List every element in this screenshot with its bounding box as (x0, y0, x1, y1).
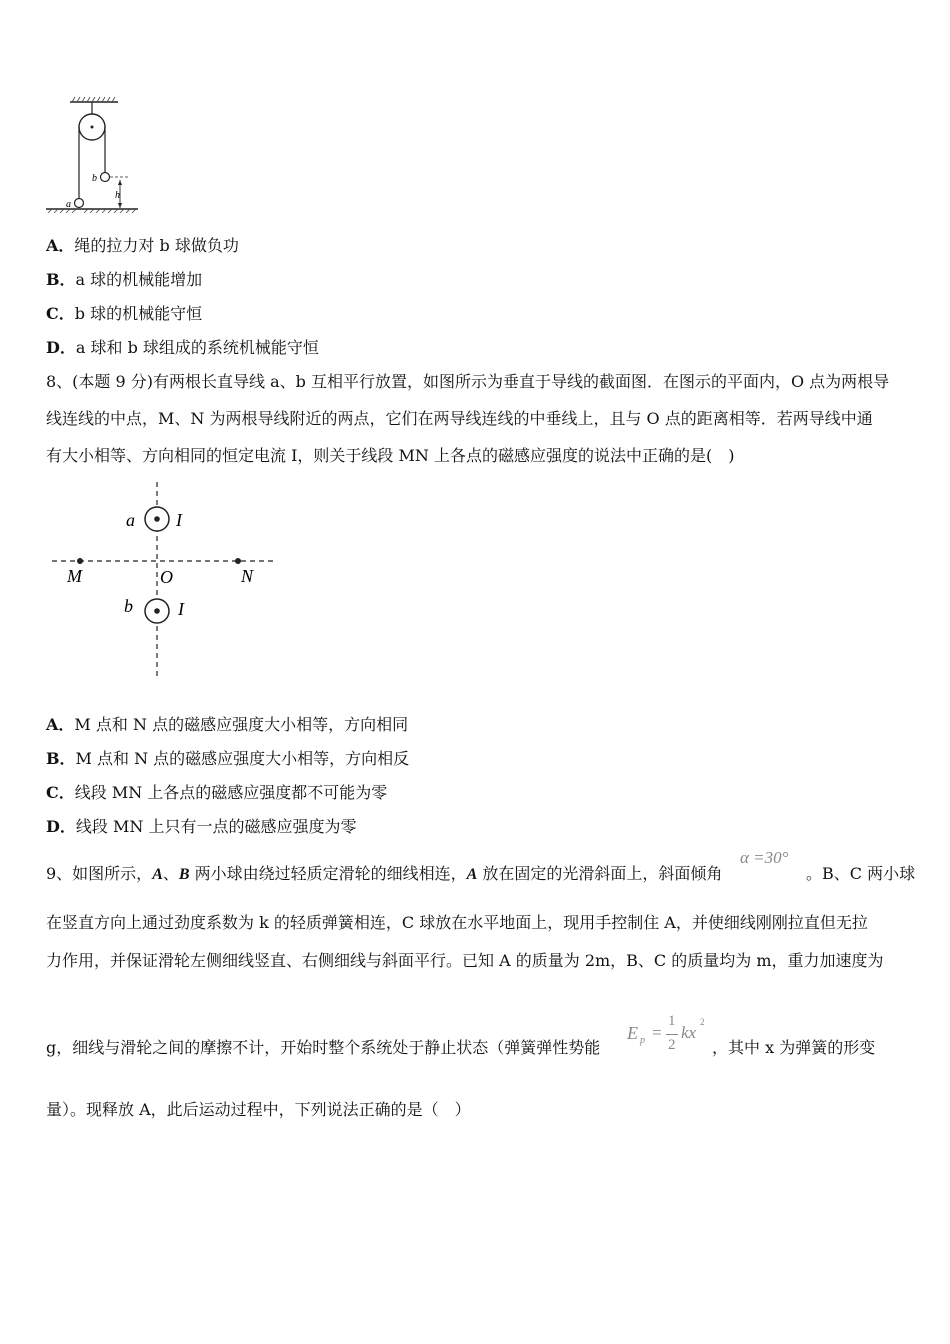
q8-stem-line1: 8、(本题 9 分)有两根长直导线 a、b 互相平行放置，如图所示为垂直于导线的截面图．在图示的平面内，O 点为两根导 (46, 372, 890, 391)
option-text: 绳的拉力对 b 球做负功 (74, 236, 239, 255)
label-o: O (160, 567, 173, 587)
q8-stem-line2: 线连线的中点，M、N 为两根导线附近的两点，它们在两导线连线的中垂线上，且与 O 点的距离相等．若两导线中通 (46, 409, 873, 428)
formula-e: E (627, 1023, 638, 1043)
fraction-bar (666, 1034, 678, 1035)
ball-b (101, 173, 110, 182)
q9-stem-line5: 量）。现释放 A，此后运动过程中，下列说法正确的是（ ） (46, 1100, 471, 1119)
point-m (77, 558, 83, 564)
formula-num: 1 (668, 1013, 676, 1029)
pulley-figure (44, 96, 144, 218)
wires-figure (46, 480, 286, 685)
label-n: N (241, 566, 254, 586)
option-key: C． (46, 304, 75, 323)
fig1-label-a: a (66, 199, 71, 210)
q9-text: 两小球由绕过轻质定滑轮的细线相连， (189, 864, 467, 883)
q9-var-b: B (178, 866, 190, 883)
q7-option-d (46, 338, 319, 358)
option-text: 线段 MN 上各点的磁感应强度都不可能为零 (74, 783, 388, 802)
option-text: a 球的机械能增加 (75, 270, 203, 289)
q9-stem-line1 (46, 864, 722, 885)
q9-text: 放在固定的光滑斜面上，斜面倾角 (477, 864, 723, 883)
label-current-bottom: I (178, 599, 184, 619)
option-key: B． (46, 270, 76, 289)
label-a: a (126, 510, 135, 530)
q8-option-d (46, 817, 356, 837)
q7-option-b (46, 270, 202, 290)
q9-var-a: A (152, 866, 163, 883)
fig1-label-h: h (115, 190, 120, 201)
point-n (235, 558, 241, 564)
option-key: D． (46, 338, 76, 357)
q8-option-a (46, 715, 408, 735)
alpha-formula: α =30° (740, 848, 789, 867)
formula-kx: kx (681, 1023, 697, 1042)
option-key: A． (46, 715, 75, 734)
q8-stem-line3: 有大小相等、方向相同的恒定电流 I，则关于线段 MN 上各点的磁感应强度的说法中正确的是( ) (46, 446, 735, 465)
q9-text: 、 (162, 864, 179, 883)
option-text: 线段 MN 上只有一点的磁感应强度为零 (75, 817, 357, 836)
q9-text: 9、如图所示， (46, 864, 153, 883)
formula-eq: = (652, 1023, 662, 1042)
q8-option-b (46, 749, 409, 769)
q9-stem-line4 (46, 1038, 600, 1058)
option-text: a 球和 b 球组成的系统机械能守恒 (75, 338, 319, 357)
formula-sub-p: p (640, 1035, 645, 1046)
fig1-label-b: b (92, 173, 97, 184)
q8-option-c (46, 783, 387, 803)
q9-text: g，细线与滑轮之间的摩擦不计，开始时整个系统处于静止状态（弹簧弹性势能 (46, 1038, 601, 1057)
option-key: C． (46, 783, 75, 802)
formula-den: 2 (668, 1037, 676, 1053)
q9-stem-line2: 在竖直方向上通过劲度系数为 k 的轻质弹簧相连，C 球放在水平地面上，现用手控制住 A，并使细线刚刚拉直但无拉 (46, 913, 868, 932)
elastic-energy-formula (627, 1013, 711, 1061)
option-text: b 球的机械能守恒 (74, 304, 203, 323)
ball-a (75, 199, 84, 208)
label-b: b (124, 596, 133, 616)
q7-option-c (46, 304, 202, 324)
option-key: D． (46, 817, 76, 836)
option-text: M 点和 N 点的磁感应强度大小相等，方向相同 (74, 715, 409, 734)
label-current-top: I (176, 510, 182, 530)
option-key: B． (46, 749, 76, 768)
q7-option-a (46, 236, 239, 256)
formula-square: 2 (700, 1017, 705, 1027)
q9-stem-line3: 力作用，并保证滑轮左侧细线竖直、右侧细线与斜面平行。已知 A 的质量为 2m，B、C 的质量均为 m，重力加速度为 (46, 951, 884, 970)
label-m: M (67, 566, 82, 586)
q9-var-a: A (466, 866, 478, 883)
q9-stem-line4-end: ，其中 x 为弹簧的形变 (712, 1038, 876, 1057)
option-key: A． (46, 236, 75, 255)
option-text: M 点和 N 点的磁感应强度大小相等，方向相反 (75, 749, 410, 768)
q9-stem-line1-end: 。B、C 两小球 (806, 864, 916, 883)
